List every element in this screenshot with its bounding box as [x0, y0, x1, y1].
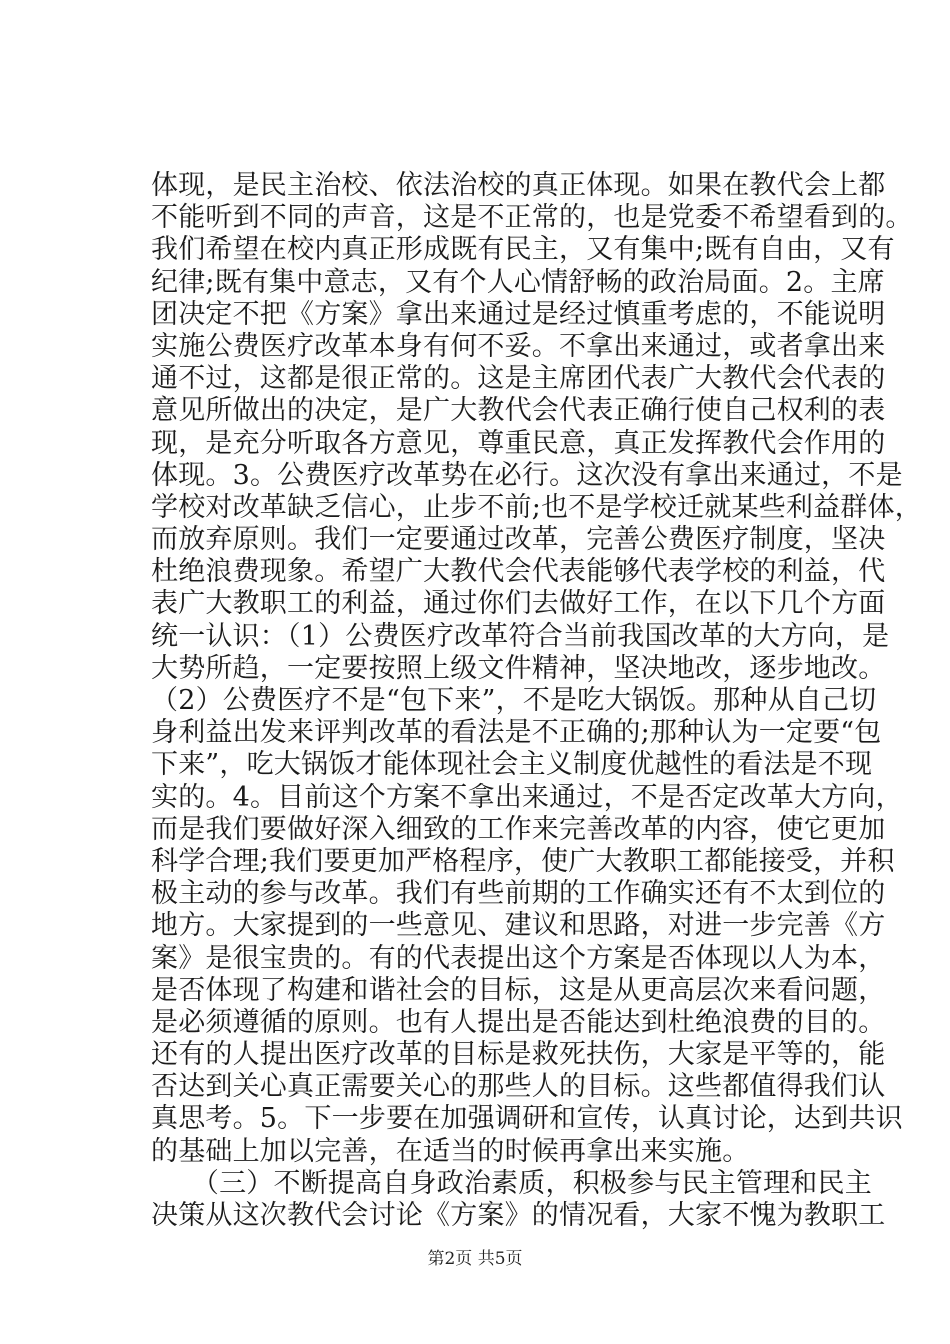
text-line: 而放弃原则。我们一定要通过改革，完善公费医疗制度，坚决	[151, 524, 886, 556]
text-line: 极主动的参与改革。我们有些前期的工作确实还有不太到位的	[151, 878, 886, 910]
text-line: 否达到关心真正需要关心的那些人的目标。这些都值得我们认	[151, 1071, 886, 1103]
text-line: 体现。3。公费医疗改革势在必行。这次没有拿出来通过，不是	[151, 459, 903, 491]
text-line: （2）公费医疗不是“包下来”，不是吃大锅饭。那种从自己切	[151, 685, 877, 716]
text-line: 通不过，这都是很正常的。这是主席团代表广大教代会代表的	[151, 363, 886, 395]
text-line: 真思考。5。下一步要在加强调研和宣传，认真讨论，达到共识	[151, 1103, 903, 1135]
text-line: 体现，是民主治校、依法治校的真正体现。如果在教代会上都	[151, 170, 886, 201]
text-line: 纪律;既有集中意志，又有个人心情舒畅的政治局面。2。主席	[151, 266, 885, 298]
text-line: 实的。4。目前这个方案不拿出来通过，不是否定改革大方向，	[151, 781, 903, 813]
body-text	[151, 170, 922, 1232]
text-line: 实施公费医疗改革本身有何不妥。不拿出来通过，或者拿出来	[151, 330, 886, 362]
text-line: 现，是充分听取各方意见，尊重民意，真正发挥教代会作用的	[151, 427, 886, 459]
text-line: 意见所做出的决定，是广大教代会代表正确行使自己权利的表	[151, 395, 886, 427]
text-line: 案》是很宝贵的。有的代表提出这个方案是否体现以人为本，	[151, 942, 886, 974]
text-line: 而是我们要做好深入细致的工作来完善改革的内容，使它更加	[151, 813, 886, 845]
text-line: 不能听到不同的声音，这是不正常的，也是党委不希望看到的。	[151, 202, 913, 234]
text-line: 我们希望在校内真正形成既有民主，又有集中;既有自由，又有	[151, 234, 895, 266]
text-line: 团决定不把《方案》拿出来通过是经过慎重考虑的，不能说明	[151, 298, 886, 330]
text-line: 的基础上加以完善，在适当的时候再拿出来实施。	[151, 1135, 750, 1167]
text-line: 是必须遵循的原则。也有人提出是否能达到杜绝浪费的目的。	[151, 1006, 886, 1038]
text-line: 身利益出发来评判改革的看法是不正确的;那种认为一定要“包	[151, 717, 882, 749]
text-line: 还有的人提出医疗改革的目标是救死扶伤，大家是平等的，能	[151, 1039, 886, 1071]
text-line: 决策从这次教代会讨论《方案》的情况看，大家不愧为教职工	[151, 1200, 886, 1231]
text-line: 地方。大家提到的一些意见、建议和思路，对进一步完善《方	[151, 910, 886, 942]
text-line: 下来”，吃大锅饭才能体现社会主义制度优越性的看法是不现	[151, 749, 873, 781]
text-line: 统一认识：（1）公费医疗改革符合当前我国改革的大方向，是	[151, 620, 890, 652]
text-line: 科学合理;我们要更加严格程序，使广大教职工都能接受，并积	[151, 845, 895, 877]
text-line: 大势所趋，一定要按照上级文件精神，坚决地改，逐步地改。	[151, 652, 886, 684]
text-line: 是否体现了构建和谐社会的目标，这是从更高层次来看问题，	[151, 974, 886, 1006]
text-line: 学校对改革缺乏信心，止步不前;也不是学校迁就某些利益群体，	[151, 491, 922, 523]
text-line: （三）不断提高自身政治素质，积极参与民主管理和民主	[151, 1167, 872, 1199]
text-line: 表广大教职工的利益，通过你们去做好工作，在以下几个方面	[151, 588, 886, 620]
page-number-footer: 第2页 共5页	[427, 1249, 523, 1269]
text-line: 杜绝浪费现象。希望广大教代会代表能够代表学校的利益，代	[151, 556, 886, 588]
